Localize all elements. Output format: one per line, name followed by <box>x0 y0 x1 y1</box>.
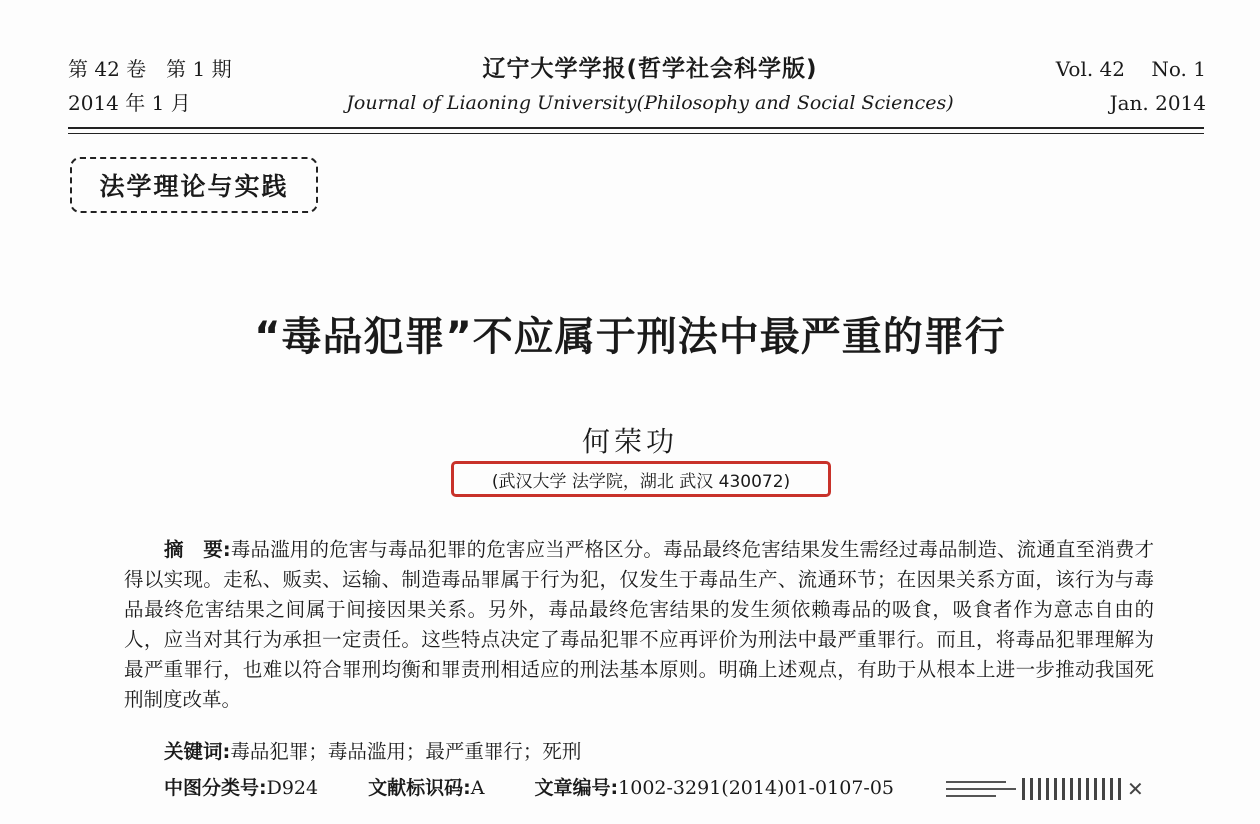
keywords-label: 关键词: <box>164 740 231 763</box>
keywords-text: 毒品犯罪；毒品滥用；最严重罪行；死刑 <box>230 740 582 763</box>
clc-value: D924 <box>266 777 319 799</box>
article-title: “毒品犯罪”不应属于刑法中最严重的罪行 <box>254 314 1006 360</box>
article-number-label: 文章编号: <box>534 777 619 799</box>
article-metadata <box>164 773 938 803</box>
author-name: 何荣功 <box>581 425 678 458</box>
journal-title-en: Journal of Liaoning University(Philosophy and Social Sciences) <box>346 92 954 114</box>
issue-info-cn <box>68 52 232 120</box>
volume-en: Vol. 42 No. 1 <box>1055 57 1206 81</box>
document-code <box>368 777 484 799</box>
keywords <box>164 737 581 767</box>
author-affiliation: (武汉大学 法学院，湖北 武汉 430072) <box>451 461 831 497</box>
volume-cn: 第 42 卷 第 1 期 <box>68 57 232 81</box>
section-label: 法学理论与实践 <box>70 157 318 213</box>
clc-number <box>164 777 318 799</box>
article-number-value: 1002-3291(2014)01-0107-05 <box>618 777 895 799</box>
journal-title-block <box>300 52 1000 120</box>
clc-label: 中图分类号: <box>164 777 267 799</box>
article-number <box>535 777 894 799</box>
date-en: Jan. 2014 <box>1109 91 1206 115</box>
journal-header <box>0 0 1260 140</box>
document-code-label: 文献标识码: <box>368 777 471 799</box>
abstract-text: 毒品滥用的危害与毒品犯罪的危害应当严格区分。毒品最终危害结果发生需经过毒品制造、流通直至消费才得以实现。走私、贩卖、运输、制造毒品罪属于行为犯，仅发生于毒品生产、流通环节；在因果关系方面，该行为与毒品最终危害结果之间属于间接因果关系。另外，毒品最终危害结果的发生须依赖毒品的吸食，吸食者作为意志自由的人，应当对其行为承担一定责任。这些特点决定了毒品犯罪不应再评价为刑法中最严重罪行。而且，将毒品犯罪理解为最严重罪行，也难以符合罪刑均衡和罪责刑相适应的刑法基本原则。明确上述观点，有助于从根本上进一步推动我国死刑制度改革。 <box>124 538 1154 711</box>
abstract <box>124 535 1154 715</box>
watermark-lines-icon <box>946 781 1016 797</box>
header-rule-thin <box>68 133 1204 134</box>
issue-info-en <box>1056 52 1206 120</box>
watermark-bars-icon <box>1022 778 1121 800</box>
journal-title-cn: 辽宁大学学报(哲学社会科学版) <box>482 56 818 82</box>
abstract-label: 摘 要: <box>164 538 231 561</box>
document-code-value: A <box>470 777 485 799</box>
watermark-logo <box>946 776 1246 802</box>
watermark-x-icon: ✕ <box>1127 777 1144 801</box>
date-cn: 2014 年 1 月 <box>68 91 191 115</box>
header-rule-thick <box>68 127 1204 129</box>
